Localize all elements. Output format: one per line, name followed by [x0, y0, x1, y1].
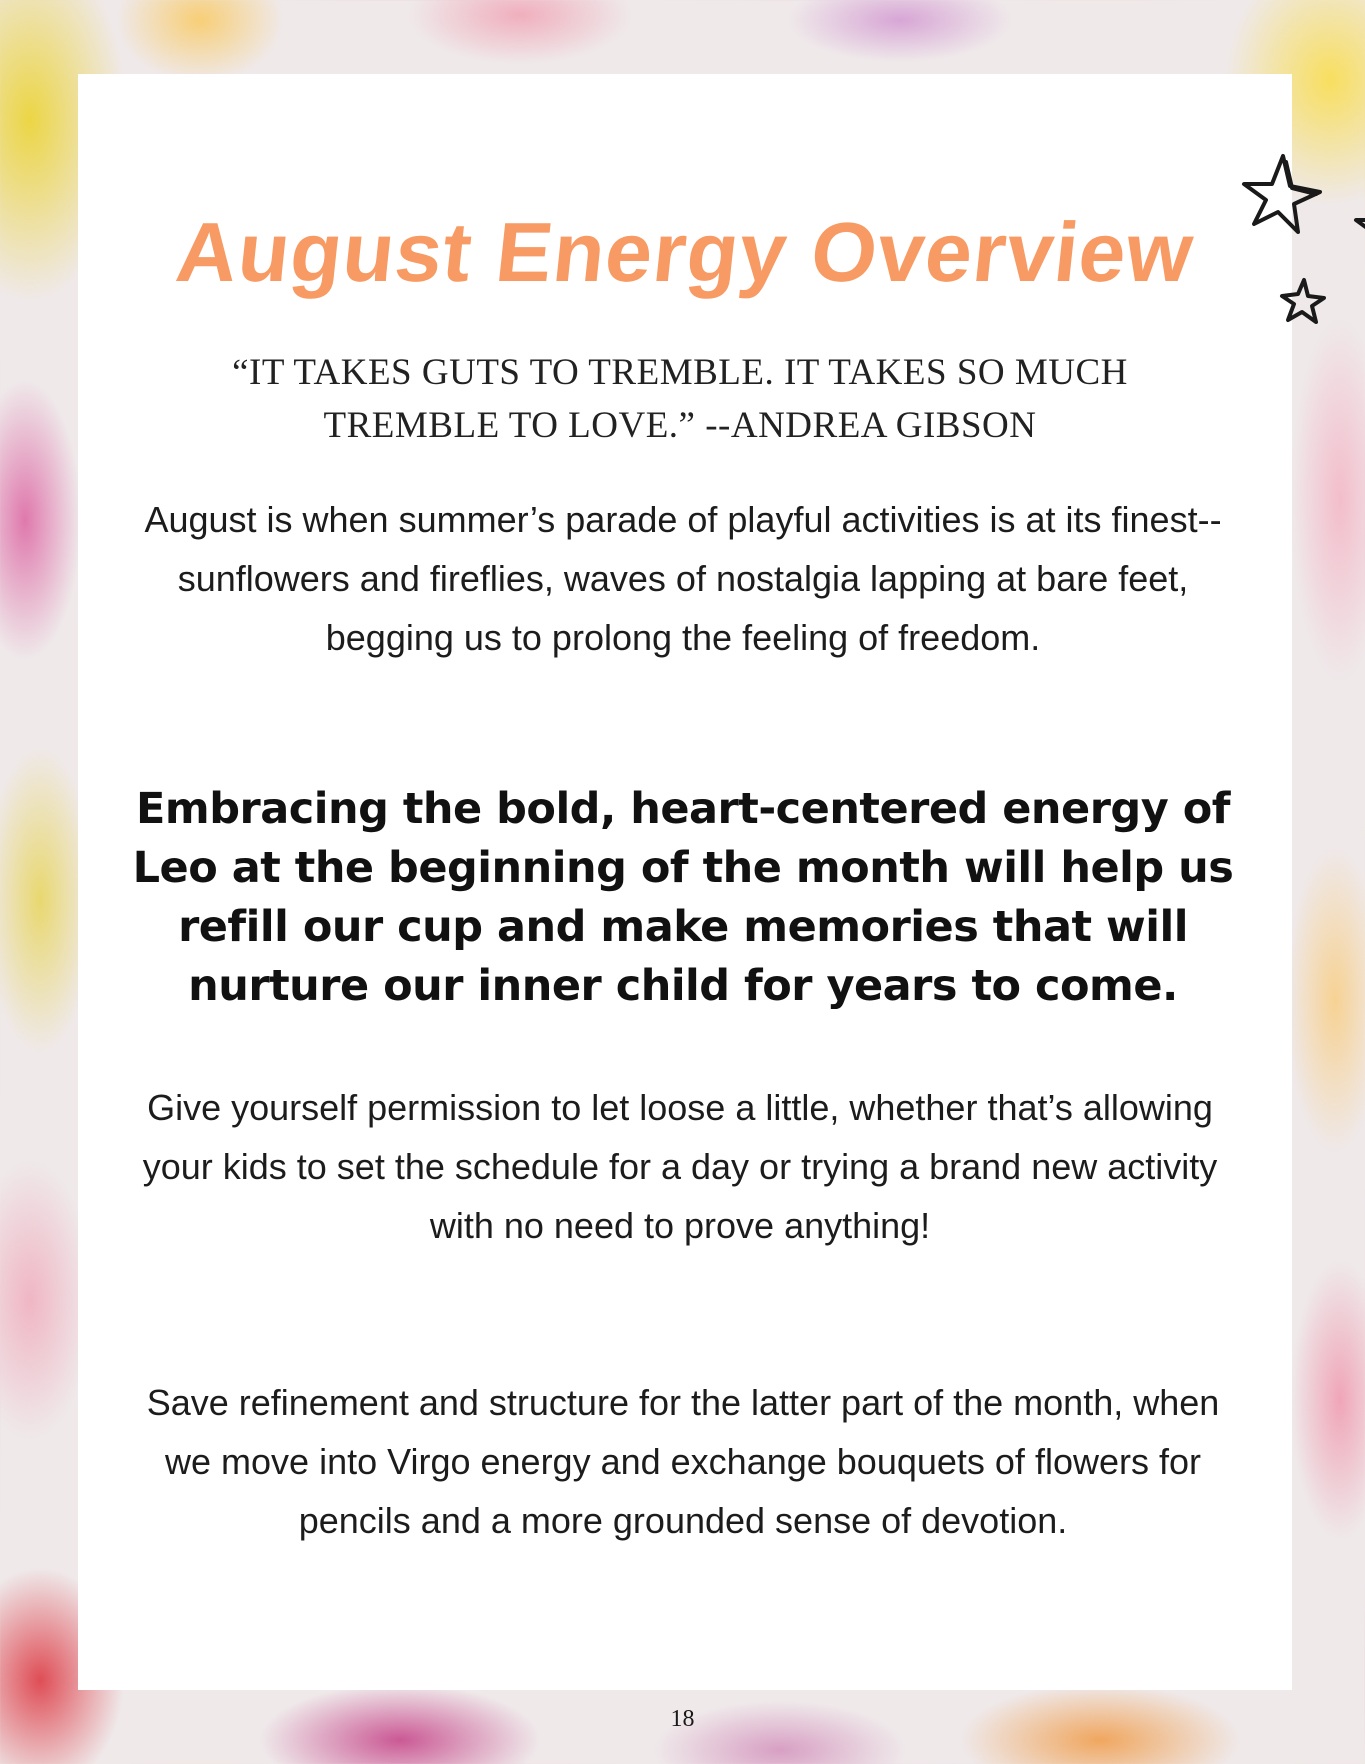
- intro-paragraph: August is when summer’s parade of playful activities is at its finest--sunflowers and fireflies, waves of nostalgia lapping at bare feet, begging us to prolong the feeling of freedom.: [144, 499, 1222, 658]
- star-icon: [1282, 280, 1324, 322]
- leo-paragraph: Embracing the bold, heart-centered energy of Leo at the beginning of the month will help us refill our cup and make memories that will nurture our inner child for years to come.: [132, 784, 1234, 1011]
- permission-paragraph: Give yourself permission to let loose a little, whether that’s allowing your kids to set the schedule for a day or trying a brand new activity with no need to prove anything!: [142, 1087, 1218, 1246]
- virgo-paragraph: Save refinement and structure for the latter part of the month, when we move into Virgo energy and exchange bouquets of flowers for pencils and a more grounded sense of devotion.: [146, 1382, 1220, 1541]
- page-number: 18: [670, 1706, 695, 1732]
- star-doodles: [1228, 152, 1365, 342]
- page-title: August Energy Overview: [171, 205, 1199, 299]
- quote: “IT TAKES GUTS TO TREMBLE. IT TAKES SO MUCH TREMBLE TO LOVE.” --ANDREA GIBSON: [232, 352, 1128, 446]
- star-icon: [1244, 156, 1320, 232]
- star-icon: [1356, 192, 1365, 268]
